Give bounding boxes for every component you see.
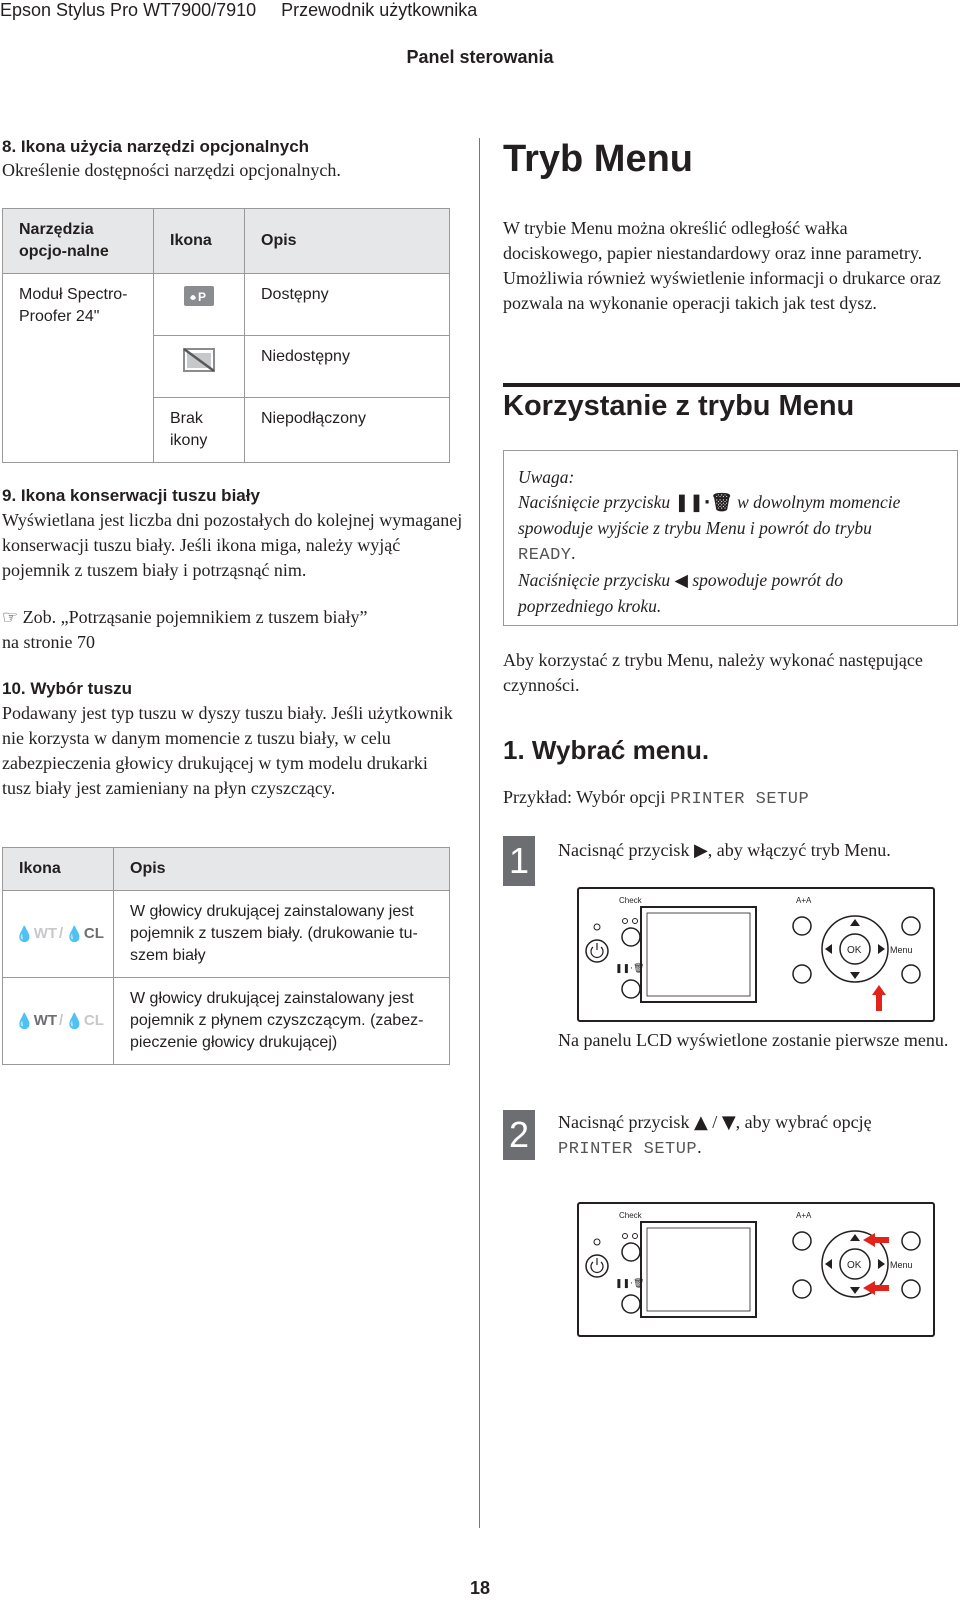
pause-cancel-icon: ❚❚·🗑 xyxy=(674,493,733,513)
aa-label: A+A xyxy=(796,896,812,905)
item8-desc: Określenie dostępności narzędzi opcjonalnych. xyxy=(2,160,341,180)
item8-title: 8. Ikona użycia narzędzi opcjonalnych xyxy=(2,137,310,156)
section-title: Panel sterowania xyxy=(406,47,554,67)
note-ready: READY xyxy=(518,546,572,565)
table2-row2-desc: W głowicy drukującej zainstalowany jest pojemnik z płynem czyszczącym. (zabez-pieczenie głowicy drukującej) xyxy=(114,978,450,1065)
item9-desc: Wyświetlana jest liczba dni pozostałych do kolejnej wymaganej konserwacji tuszu biały. Jeśli ikona miga, należy wyjąć pojemnik z tuszem biały i potrząsnąć nim. xyxy=(2,510,463,580)
table2-row1-icon-cell: 💧 WT / 💧 CL xyxy=(3,891,114,978)
note-label: Uwaga: xyxy=(518,467,575,487)
step2-text-a: Nacisnąć przycisk xyxy=(558,1112,690,1132)
section-heading: Korzystanie z trybu Menu xyxy=(503,390,855,422)
note-line4a: Naciśnięcie przycisku xyxy=(518,570,671,590)
cl-label: CL xyxy=(83,925,104,942)
step1-after: Na panelu LCD wyświetlone zostanie pierwsze menu. xyxy=(558,1030,949,1050)
control-panel-drawing-1 xyxy=(579,889,933,1020)
page-heading: Tryb Menu xyxy=(503,138,694,180)
item9-title: 9. Ikona konserwacji tuszu biały xyxy=(2,486,260,505)
ink-selection-table xyxy=(2,847,450,1065)
ink-drop-icon: 💧 xyxy=(15,1012,34,1030)
table1-row3-icon-text: Brak ikony xyxy=(154,398,245,463)
header-product: Epson Stylus Pro WT7900/7910 xyxy=(0,0,257,20)
wt-label: WT xyxy=(33,925,58,942)
table1-header-tool: Narzędzia opcjo-nalne xyxy=(3,209,154,274)
svg-text:Menu: Menu xyxy=(890,1260,913,1270)
step2-number: 2 xyxy=(503,1110,535,1160)
table1-row1-desc: Dostępny xyxy=(245,274,450,336)
right-arrow-icon: ▶ xyxy=(693,840,708,861)
svg-text:OK: OK xyxy=(847,945,862,956)
table1-row1-icon-cell xyxy=(154,274,245,336)
step1-text-a: Nacisnąć przycisk xyxy=(558,840,690,860)
step2-text: Nacisnąć przycisk ▲ / ▼, aby wybrać opcję PRINTER SETUP. xyxy=(558,1112,872,1159)
ink-drop-icon: 💧 xyxy=(65,1012,84,1030)
note-line1b: w dowolnym momencie xyxy=(737,492,901,512)
cl-label: CL xyxy=(83,1012,104,1029)
note-line2: spowoduje wyjście z trybu Menu i powrót do trybu xyxy=(518,518,872,538)
svg-text:OK: OK xyxy=(847,1260,862,1271)
optional-tools-table xyxy=(2,208,450,463)
table2-row2-icon-cell: 💧 WT / 💧 CL xyxy=(3,978,114,1065)
pointing-hand-icon: ☞ xyxy=(2,607,19,628)
lead-text: Aby korzystać z trybu Menu, należy wykonać następujące czynności. xyxy=(503,650,923,695)
item9-ref-line2: na stronie 70 xyxy=(2,632,95,652)
step-heading: 1. Wybrać menu. xyxy=(503,735,710,765)
control-panel-2 xyxy=(577,1202,935,1337)
example-line xyxy=(503,785,809,812)
down-arrow-icon: ▼ xyxy=(721,1112,736,1133)
menu-intro: W trybie Menu można określić odległość wałka dociskowego, papier niestandardowy oraz inne parametry. Umożliwia również wyświetlenie informacji o drukarce oraz pozwala na wykonanie operacji takich jak test dysz. xyxy=(503,218,941,313)
ink-drop-icon: 💧 xyxy=(15,925,34,943)
step1-number: 1 xyxy=(503,836,535,886)
svg-text:❚❚·🗑: ❚❚·🗑 xyxy=(615,1279,645,1289)
table1-row2-icon-cell xyxy=(154,336,245,398)
ink-drop-icon: 💧 xyxy=(65,925,84,943)
example-value: PRINTER SETUP xyxy=(670,790,810,809)
step2-text-b: , aby wybrać opcję xyxy=(735,1112,872,1132)
table2-header-desc: Opis xyxy=(114,848,450,891)
svg-text:P: P xyxy=(198,290,207,304)
spectro-proofer-unavailable-icon xyxy=(182,346,216,374)
column-divider xyxy=(479,138,480,1528)
step2-value: PRINTER SETUP xyxy=(558,1140,698,1159)
control-panel-drawing-2 xyxy=(579,1204,933,1335)
running-header xyxy=(0,0,497,21)
svg-text:Check: Check xyxy=(619,1211,642,1220)
table1-row2-desc: Niedostępny xyxy=(245,336,450,398)
control-panel-1 xyxy=(577,887,935,1022)
table1-header-icon: Ikona xyxy=(154,209,245,274)
table1-tool-name: Moduł Spectro-Proofer 24" xyxy=(3,274,154,463)
step1-text xyxy=(558,838,958,863)
svg-text:❚❚·🗑: ❚❚·🗑 xyxy=(615,964,645,974)
check-label: Check xyxy=(619,896,642,905)
svg-text:Menu: Menu xyxy=(890,945,913,955)
header-guide: Przewodnik użytkownika xyxy=(281,0,478,20)
step1-text-b: , aby włączyć tryb Menu. xyxy=(707,840,891,860)
table1-header-desc: Opis xyxy=(245,209,450,274)
svg-text:A+A: A+A xyxy=(796,1211,812,1220)
item9-reference[interactable] xyxy=(2,605,464,655)
up-arrow-icon: ▲ xyxy=(693,1112,708,1133)
wt-label: WT xyxy=(33,1012,58,1029)
table2-header-icon: Ikona xyxy=(3,848,114,891)
example-label: Przykład: Wybór opcji xyxy=(503,787,666,807)
note-line4b: spowoduje powrót do xyxy=(692,570,844,590)
item9-ref-line1: Zob. „Potrząsanie pojemnikiem z tuszem biały” xyxy=(22,607,368,627)
spectro-proofer-available-icon xyxy=(183,284,215,308)
table2-row1-desc: W głowicy drukującej zainstalowany jest pojemnik z tuszem biały. (drukowanie tu-szem biały xyxy=(114,891,450,978)
table1-row3-desc: Niepodłączony xyxy=(245,398,450,463)
item10-title: 10. Wybór tuszu xyxy=(2,679,133,698)
note-line1a: Naciśnięcie przycisku xyxy=(518,492,671,512)
item10-desc: Podawany jest typ tuszu w dyszy tuszu biały. Jeśli użytkownik nie korzysta w danym momencie z tuszu biały, w celu zabezpieczenia głowicy drukującej w tym modelu drukarki tusz biały jest zamieniany na płyn czyszczący. xyxy=(2,703,453,798)
back-arrow-icon: ◀ xyxy=(674,571,688,591)
note-line5: poprzedniego kroku. xyxy=(518,596,662,616)
page-number: 18 xyxy=(469,1578,491,1598)
note-box: Uwaga: Naciśnięcie przycisku ❚❚·🗑 w dowolnym momencie spowoduje wyjście z trybu Menu i powrót do trybu READY. Naciśnięcie przycisku ◀ spowoduje powrót do poprzedniego kroku. xyxy=(503,450,958,626)
heading-rule xyxy=(503,383,960,387)
